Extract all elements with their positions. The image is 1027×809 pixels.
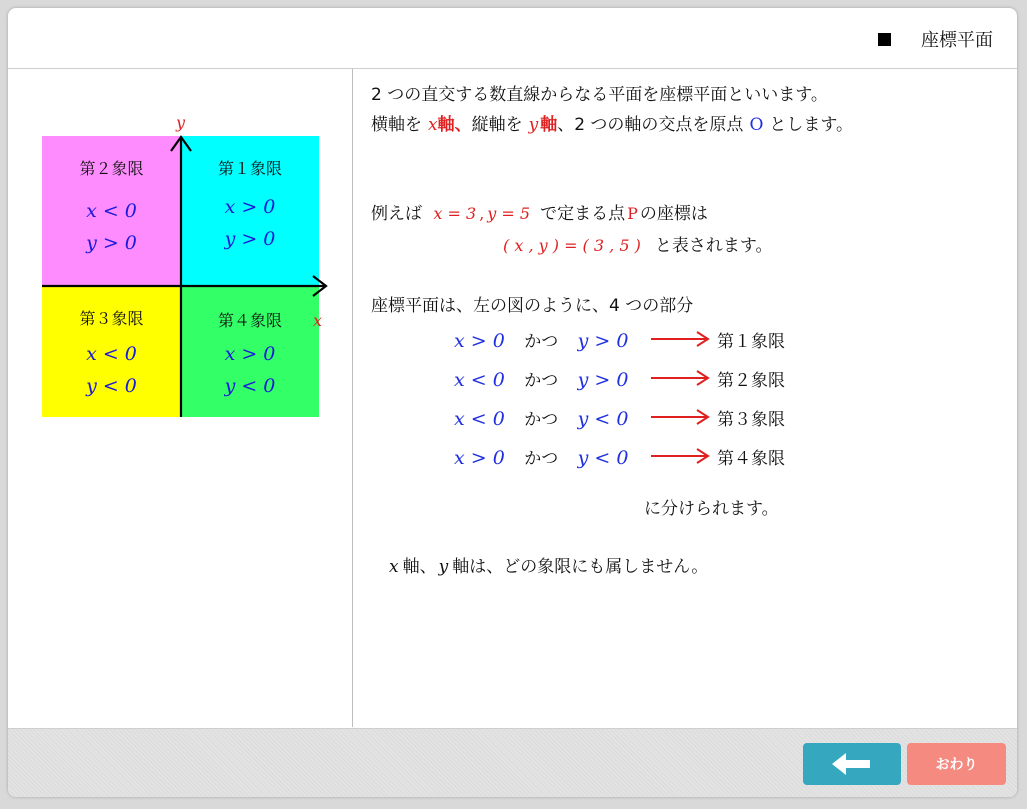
quadrant-condition-x: x < 0 (86, 343, 137, 365)
quadrant-condition-y: y < 0 (224, 375, 276, 397)
quadrant-rule-result: 第１象限 (717, 332, 785, 352)
y-axis-label: y (176, 113, 186, 132)
quadrant-condition-x: x > 0 (224, 343, 276, 365)
quadrant-rule-result: 第２象限 (717, 371, 785, 391)
app-window (8, 8, 1017, 797)
intro-line-1: 2 つの直交する数直線からなる平面を座標平面といいます。 (371, 85, 828, 105)
division-conclusion: に分けられます。 (644, 499, 779, 519)
left-arrow-icon (832, 753, 872, 775)
footer-bar (8, 728, 1017, 797)
title-square-icon (878, 33, 891, 46)
quadrant-condition-x: x < 0 (86, 200, 137, 222)
quadrant-rule-result: 第４象限 (717, 449, 785, 469)
quadrant-rule-row: x < 0 かつ y < 0 (454, 408, 629, 430)
quadrant-condition-x: x > 0 (224, 196, 276, 218)
quadrant-condition-y: y > 0 (86, 232, 137, 254)
quadrant-label: 第４象限 (217, 311, 282, 330)
axis-note: x 軸、 y 軸は、どの象限にも属しません。 (389, 557, 709, 577)
back-button[interactable] (803, 743, 901, 785)
right-arrow-icon (651, 332, 708, 346)
quadrant-rule-result: 第３象限 (717, 410, 785, 430)
intro-line-2: 横軸を x軸、縦軸を y 軸、2 つの軸の交点を原点 O とします。 (371, 115, 854, 135)
quadrant-rule-row: x > 0 かつ y > 0 (454, 330, 629, 352)
explanation-panel (353, 69, 1017, 727)
page-title: 座標平面 (921, 30, 993, 51)
page-title-area (878, 26, 993, 52)
quadrant-condition-y: y > 0 (224, 228, 276, 250)
header (8, 8, 1017, 69)
example-line-1: 例えば x = 3 , y = 5 で定まる点 P の座標は (371, 204, 708, 224)
example-line-2: ( x , y ) = ( 3 , 5 ) と表されます。 (503, 236, 773, 256)
arrows-group (651, 327, 713, 487)
end-button[interactable]: おわり (907, 743, 1006, 785)
right-arrow-icon (651, 410, 708, 424)
x-axis-label: x (313, 311, 323, 330)
diagram-panel (8, 69, 353, 727)
right-arrow-icon (651, 371, 708, 385)
quadrant-rule-row: x > 0 かつ y < 0 (454, 447, 629, 469)
quadrant-condition-y: y < 0 (86, 375, 137, 397)
division-intro: 座標平面は、左の図のように、4 つの部分 (371, 296, 694, 316)
right-arrow-icon (651, 449, 708, 463)
quadrant-label: 第１象限 (217, 159, 282, 178)
quadrant-label: 第３象限 (79, 309, 144, 328)
quadrant-label: 第２象限 (79, 159, 144, 178)
quadrant-rule-row: x < 0 かつ y > 0 (454, 369, 629, 391)
